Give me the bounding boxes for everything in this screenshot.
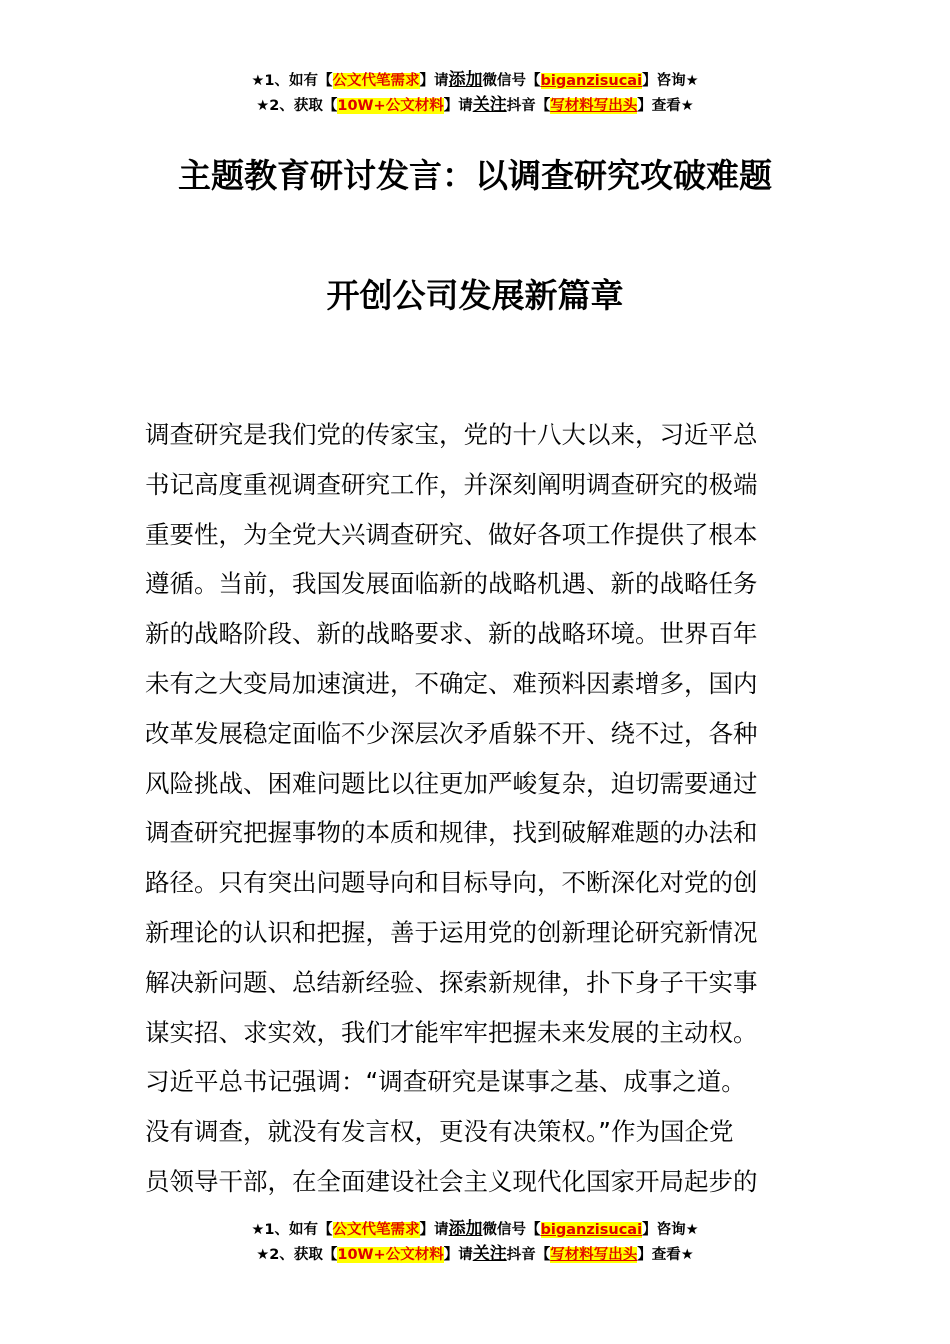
document-body [145, 410, 825, 1207]
footer-banner [0, 1217, 950, 1267]
body-text-line: 路径。只有突出问题导向和目标导向，不断深化对党的创 [145, 868, 758, 898]
highlight-link-text: biganzisucai [540, 1222, 643, 1238]
body-text-line: 新理论的认识和把握，善于运用党的创新理论研究新情况 [145, 917, 758, 947]
highlight-text: 公文代笔需求 [332, 73, 420, 89]
banner-text: 】查看★ [637, 1247, 694, 1263]
header-banner [0, 68, 950, 118]
banner-text: 】查看★ [637, 98, 694, 114]
body-text-line: 谋实招、求实效，我们才能牢牢把握未来发展的主动权。 [145, 1017, 758, 1047]
banner-text: 抖音【 [506, 1247, 551, 1263]
banner-text: 】咨询★ [642, 1222, 699, 1238]
body-text-line: 改革发展稳定面临不少深层次矛盾躲不开、绕不过，各种 [145, 718, 758, 748]
body-text-line: 风险挑战、困难问题比以往更加严峻复杂，迫切需要通过 [145, 768, 758, 798]
emphasis-text: 关注 [472, 1244, 507, 1264]
banner-line2 [0, 93, 950, 118]
body-text-line: 新的战略阶段、新的战略要求、新的战略环境。世界百年 [145, 619, 758, 649]
banner-text: ★2、获取【 [256, 98, 338, 114]
highlight-text: 10W+公文材料 [337, 98, 444, 114]
body-text-line: 调查研究把握事物的本质和规律，找到破解难题的办法和 [145, 818, 758, 848]
banner-line1 [0, 1217, 950, 1242]
banner-line2 [0, 1242, 950, 1267]
banner-text: 微信号【 [482, 73, 541, 89]
body-text-line: 没有调查，就没有发言权，更没有决策权。”作为国企党 [145, 1117, 734, 1147]
document-title-line-2: 开创公司发展新篇章 [326, 276, 624, 315]
body-text-line: 书记高度重视调查研究工作，并深刻阐明调查研究的极端 [145, 469, 758, 499]
banner-text: 微信号【 [482, 1222, 541, 1238]
highlight-text: 10W+公文材料 [337, 1247, 444, 1263]
body-text-line: 解决新问题、总结新经验、探索新规律，扑下身子干实事 [145, 967, 758, 997]
body-text-line: 重要性，为全党大兴调查研究、做好各项工作提供了根本 [145, 519, 758, 549]
body-text-line: 员领导干部，在全面建设社会主义现代化国家开局起步的 [145, 1166, 758, 1196]
banner-text: ★1、如有【 [251, 73, 333, 89]
emphasis-text: 关注 [472, 95, 507, 115]
banner-text: 】请 [419, 73, 449, 89]
banner-line1 [0, 68, 950, 93]
banner-text: 】咨询★ [642, 73, 699, 89]
highlight-text: 公文代笔需求 [332, 1222, 420, 1238]
body-text-line: 未有之大变局加速演进，不确定、难预料因素增多，国内 [145, 668, 758, 698]
body-text-line: 调查研究是我们党的传家宝，党的十八大以来，习近平总 [145, 420, 758, 449]
emphasis-text: 添加 [448, 1219, 483, 1239]
banner-text: 抖音【 [506, 98, 551, 114]
document-title-line-1: 主题教育研讨发言：以调查研究攻破难题 [178, 156, 772, 195]
banner-text: 】请 [443, 98, 473, 114]
highlight-link-text: 写材料写出头 [550, 98, 638, 114]
banner-text: 】请 [419, 1222, 449, 1238]
banner-text: 】请 [443, 1247, 473, 1263]
banner-text: ★1、如有【 [251, 1222, 333, 1238]
body-text-line: 习近平总书记强调：“调查研究是谋事之基、成事之道。 [145, 1067, 746, 1097]
highlight-link-text: 写材料写出头 [550, 1247, 638, 1263]
highlight-link-text: biganzisucai [540, 73, 643, 89]
emphasis-text: 添加 [448, 70, 483, 90]
banner-text: ★2、获取【 [256, 1247, 338, 1263]
body-text-line: 遵循。当前，我国发展面临新的战略机遇、新的战略任务 [145, 569, 758, 599]
